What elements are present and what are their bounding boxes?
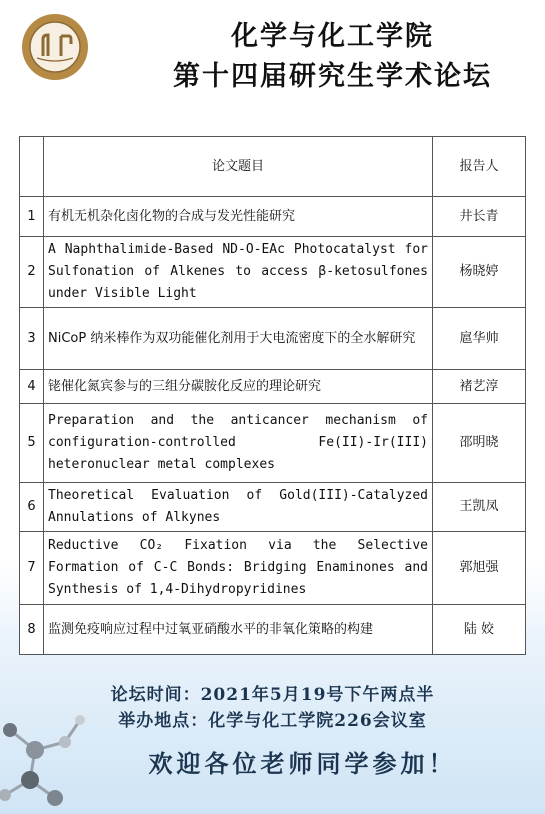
forum-time: 论坛时间：2021年5月19号下午两点半 bbox=[110, 685, 435, 705]
table-row bbox=[20, 483, 526, 532]
table-row bbox=[20, 237, 526, 308]
row-number: 6 bbox=[20, 483, 44, 532]
table-row bbox=[20, 197, 526, 237]
paper-title: 铑催化氮宾参与的三组分碳胺化反应的理论研究 bbox=[44, 370, 433, 404]
header-title-cell: 论文题目 bbox=[44, 137, 433, 197]
paper-title: 监测免疫响应过程中过氧亚硝酸水平的非氧化策略的构建 bbox=[44, 605, 433, 655]
table-row bbox=[20, 404, 526, 483]
row-number: 4 bbox=[20, 370, 44, 404]
reporter-name: 扈华帅 bbox=[433, 308, 526, 370]
table-row bbox=[20, 532, 526, 605]
reporter-name: 邵明晓 bbox=[433, 404, 526, 483]
reporter-name: 褚艺淳 bbox=[433, 370, 526, 404]
paper-title: Preparation and the anticancer mechanism of configuration-controlled Fe(II)-Ir(III) heteronuclear metal complexes bbox=[44, 404, 433, 483]
page-title: 化学与化工学院 bbox=[231, 21, 434, 52]
reporter-name: 陆 姣 bbox=[433, 605, 526, 655]
header bbox=[0, 0, 545, 110]
row-number: 7 bbox=[20, 532, 44, 605]
forum-place: 举办地点：化学与化工学院226会议室 bbox=[118, 711, 427, 731]
welcome-message: 欢迎各位老师同学参加！ bbox=[148, 749, 457, 778]
paper-title: A Naphthalimide-Based ND-O-EAc Photocatalyst for Sulfonation of Alkenes to access β-ketosulfones under Visible Light bbox=[44, 237, 433, 308]
header-reporter-cell: 报告人 bbox=[433, 137, 526, 197]
header-num-cell bbox=[20, 137, 44, 197]
row-number: 5 bbox=[20, 404, 44, 483]
molecule-model-icon bbox=[0, 700, 90, 814]
paper-title: 有机无机杂化卤化物的合成与发光性能研究 bbox=[44, 197, 433, 237]
reporter-name: 王凯凤 bbox=[433, 483, 526, 532]
row-number: 3 bbox=[20, 308, 44, 370]
row-number: 8 bbox=[20, 605, 44, 655]
paper-title: NiCoP 纳米棒作为双功能催化剂用于大电流密度下的全水解研究 bbox=[44, 308, 433, 370]
reporter-name: 郭旭强 bbox=[433, 532, 526, 605]
page-subtitle: 第十四届研究生学术论坛 bbox=[173, 61, 492, 92]
row-number: 2 bbox=[20, 237, 44, 308]
paper-title: Reductive CO₂ Fixation via the Selective Formation of C-C Bonds: Bridging Enaminones and Synthesis of 1,4-Dihydropyridines bbox=[44, 532, 433, 605]
paper-title: Theoretical Evaluation of Gold(III)-Catalyzed Annulations of Alkynes bbox=[44, 483, 433, 532]
table-row bbox=[20, 370, 526, 404]
university-seal-icon bbox=[13, 12, 113, 82]
row-number: 1 bbox=[20, 197, 44, 237]
table-header-row bbox=[20, 137, 526, 197]
reporter-name: 杨晓婷 bbox=[433, 237, 526, 308]
table-row bbox=[20, 308, 526, 370]
reporter-name: 井长青 bbox=[433, 197, 526, 237]
program-table bbox=[19, 136, 526, 655]
table-row bbox=[20, 605, 526, 655]
